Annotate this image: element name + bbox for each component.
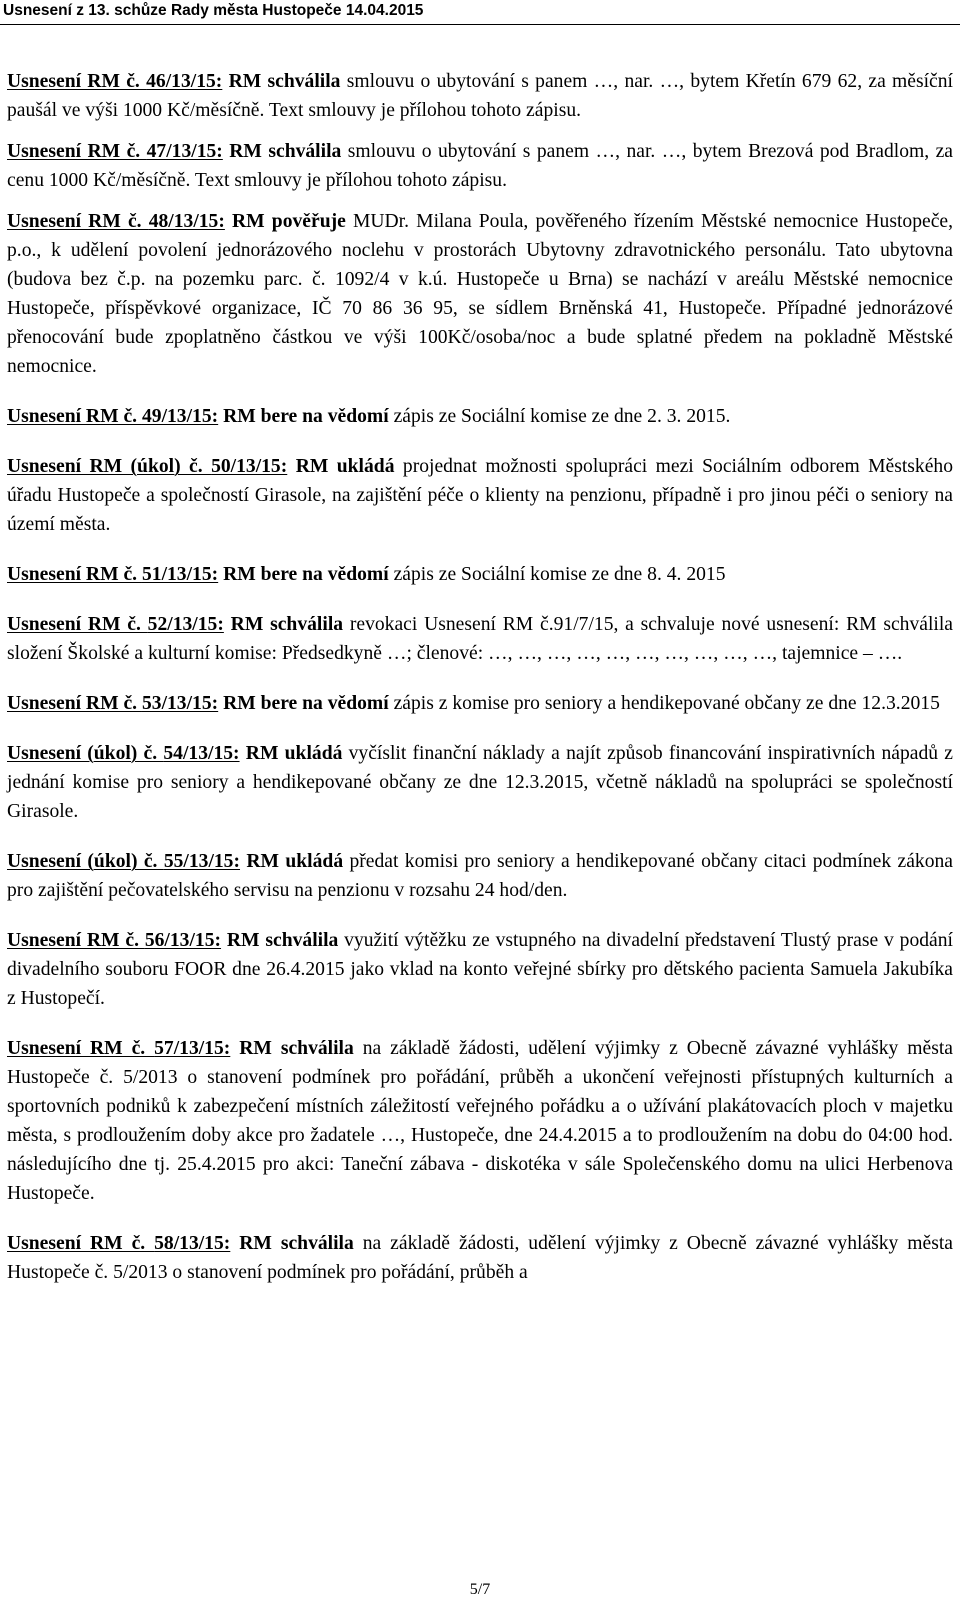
resolution-text: předat komisi pro seniory a hendikepované občany citaci podmínek zákona pro zajištění pečovatelského servisu na penzionu v rozsahu 24 hod/den. bbox=[7, 851, 953, 901]
resolution-number: 49/13/15: bbox=[141, 406, 219, 427]
resolution-verb: RM schválila bbox=[223, 614, 344, 635]
resolution-number: 53/13/15: bbox=[141, 693, 219, 714]
resolution-number: 47/13/15: bbox=[146, 141, 223, 162]
resolution-label bbox=[7, 614, 343, 635]
resolution-verb: RM ukládá bbox=[239, 743, 343, 764]
resolution-label bbox=[7, 1233, 354, 1254]
resolution-label-prefix: Usnesení RM č. bbox=[7, 693, 142, 714]
resolution-53 bbox=[7, 689, 953, 718]
resolution-number: 54/13/15: bbox=[163, 743, 240, 764]
resolution-label-prefix: Usnesení RM č. bbox=[7, 930, 145, 951]
resolution-text: zápis ze Sociální komise ze dne 2. 3. 2015. bbox=[388, 406, 731, 427]
resolution-label bbox=[7, 71, 340, 92]
resolution-label bbox=[7, 211, 346, 232]
resolution-56 bbox=[7, 926, 953, 1013]
resolution-number: 46/13/15: bbox=[146, 71, 223, 92]
resolution-text: smlouvu o ubytování s panem …, nar. …, bytem Křetín 679 62, za měsíční paušál ve výši 1000 Kč/měsíčně. Text smlouvy je přílohou tohoto zápisu. bbox=[7, 71, 953, 121]
resolution-label bbox=[7, 1038, 354, 1059]
resolution-verb: RM pověřuje bbox=[224, 211, 346, 232]
resolution-verb: RM schválila bbox=[222, 141, 342, 162]
resolution-verb: RM bere na vědomí bbox=[218, 406, 389, 427]
resolution-label bbox=[7, 851, 343, 872]
resolution-50 bbox=[7, 452, 953, 539]
page-header-title: Usnesení z 13. schůze Rady města Hustopeče 14.04.2015 bbox=[3, 2, 424, 19]
page-number: 5/7 bbox=[469, 1581, 491, 1598]
resolution-46 bbox=[7, 67, 953, 125]
resolution-label bbox=[7, 743, 342, 764]
resolution-label bbox=[7, 456, 395, 477]
resolution-number: 48/13/15: bbox=[148, 211, 225, 232]
resolution-label bbox=[7, 141, 341, 162]
resolution-text: zápis z komise pro seniory a hendikepované občany ze dne 12.3.2015 bbox=[388, 693, 940, 714]
resolution-label bbox=[7, 406, 389, 427]
resolution-label-prefix: Usnesení RM č. bbox=[7, 141, 147, 162]
resolution-label-prefix: Usnesení RM č. bbox=[7, 406, 142, 427]
resolution-label bbox=[7, 564, 389, 585]
resolution-47 bbox=[7, 137, 953, 195]
resolution-number: 58/13/15: bbox=[154, 1233, 231, 1254]
resolution-number: 55/13/15: bbox=[163, 851, 241, 872]
resolution-label bbox=[7, 693, 389, 714]
resolution-label-prefix: Usnesení (úkol) č. bbox=[7, 743, 164, 764]
resolution-label-prefix: Usnesení RM č. bbox=[7, 564, 142, 585]
resolution-text: revokaci Usnesení RM č.91/7/15, a schvaluje nové usnesení: RM schválila složení Školské a kulturní komise: Předsedkyně …; členové: …, …, …, …, …, …, …, …, …, …, tajemnice – …. bbox=[7, 614, 954, 664]
resolution-text: MUDr. Milana Poula, pověřeného řízením Městské nemocnice Hustopeče, p.o., k udělení povolení jednorázového noclehu v prostorách Ubytovny zdravotnického personálu. Tato ubytovna (budova bez č.p. na pozemku parc. č. 1092/4 v k.ú. Hustopeče u Brna) se nachází v areálu Městské nemocnice Hustopeče, příspěvkové organizace, IČ 70 86 36 95, se sídlem Brněnská 41, Hustopeče. Případné jednorázové přenocování bude zpoplatněno částkou ve výši 100Kč/osoba/noc a bude splatné předem na pokladně Městské nemocnice. bbox=[7, 211, 953, 377]
resolution-number: 56/13/15: bbox=[144, 930, 222, 951]
resolution-label bbox=[7, 930, 338, 951]
resolution-number: 52/13/15: bbox=[147, 614, 224, 635]
resolution-label-prefix: Usnesení RM č. bbox=[7, 614, 148, 635]
resolution-verb: RM schválila bbox=[230, 1038, 354, 1059]
resolution-label-prefix: Usnesení RM č. bbox=[7, 1233, 155, 1254]
resolution-57 bbox=[7, 1034, 953, 1208]
resolution-text: projednat možnosti spolupráci mezi Sociálním odborem Městského úřadu Hustopeče a společností Girasole, na zajištění péče o klienty na penzionu, případně i pro jinou péči o seniory na území města. bbox=[7, 456, 954, 535]
resolution-number: 51/13/15: bbox=[141, 564, 219, 585]
header-divider bbox=[0, 24, 960, 25]
resolution-verb: RM ukládá bbox=[287, 456, 395, 477]
resolution-text: smlouvu o ubytování s panem …, nar. …, bytem Brezová pod Bradlom, za cenu 1000 Kč/měsíčně. Text smlouvy je přílohou tohoto zápisu. bbox=[7, 141, 953, 191]
resolution-verb: RM schválila bbox=[221, 930, 339, 951]
resolution-text: na základě žádosti, udělení výjimky z Obecně závazné vyhlášky města Hustopeče č. 5/2013 o stanovení podmínek pro pořádání, průběh a bbox=[7, 1233, 954, 1283]
resolution-51 bbox=[7, 560, 953, 589]
resolution-verb: RM bere na vědomí bbox=[218, 564, 389, 585]
resolution-label-prefix: Usnesení RM č. bbox=[7, 71, 147, 92]
resolution-number: 57/13/15: bbox=[154, 1038, 231, 1059]
resolution-label-prefix: Usnesení RM č. bbox=[7, 211, 149, 232]
document-body bbox=[7, 67, 953, 1308]
resolution-verb: RM bere na vědomí bbox=[218, 693, 389, 714]
resolution-text: využití výtěžku ze vstupného na divadelní představení Tlustý prase v podání divadelního souboru FOOR dne 26.4.2015 jako vklad na konto veřejné sbírky pro dětského pacienta Samuela Jakubíka z Hustopečí. bbox=[7, 930, 953, 1009]
resolution-54 bbox=[7, 739, 953, 826]
resolution-58 bbox=[7, 1229, 953, 1287]
resolution-label-prefix: Usnesení RM (úkol) č. bbox=[7, 456, 212, 477]
resolution-text: na základě žádosti, udělení výjimky z Obecně závazné vyhlášky města Hustopeče č. 5/2013 o stanovení podmínek pro pořádání, průběh a ukončení veřejnosti přístupných kulturních a sportovních podniků k zabezpečení místních záležitostí veřejného pořádku a o užívání plakátovacích ploch v majetku města, s prodloužením doby akce pro žadatele …, Hustopeče, dne 24.4.2015 a to prodloužením na dobu do 04:00 hod. následujícího dne tj. 25.4.2015 pro akci: Taneční zábava - diskotéka v sále Společenského domu na ulici Herbenova Hustopeče. bbox=[7, 1038, 954, 1204]
resolution-verb: RM schválila bbox=[230, 1233, 354, 1254]
resolution-label-prefix: Usnesení RM č. bbox=[7, 1038, 155, 1059]
resolution-48 bbox=[7, 207, 953, 381]
resolution-number: 50/13/15: bbox=[211, 456, 288, 477]
resolution-52 bbox=[7, 610, 953, 668]
resolution-49 bbox=[7, 402, 953, 431]
resolution-text: vyčíslit finanční náklady a najít způsob financování inspirativních nápadů z jednání komise pro seniory a hendikepované občany ze dne 12.3.2015, včetně nákladů na spolupráci se společností Girasole. bbox=[7, 743, 954, 822]
resolution-55 bbox=[7, 847, 953, 905]
resolution-verb: RM ukládá bbox=[240, 851, 344, 872]
resolution-verb: RM schválila bbox=[222, 71, 341, 92]
resolution-label-prefix: Usnesení (úkol) č. bbox=[7, 851, 164, 872]
resolution-text: zápis ze Sociální komise ze dne 8. 4. 2015 bbox=[388, 564, 726, 585]
